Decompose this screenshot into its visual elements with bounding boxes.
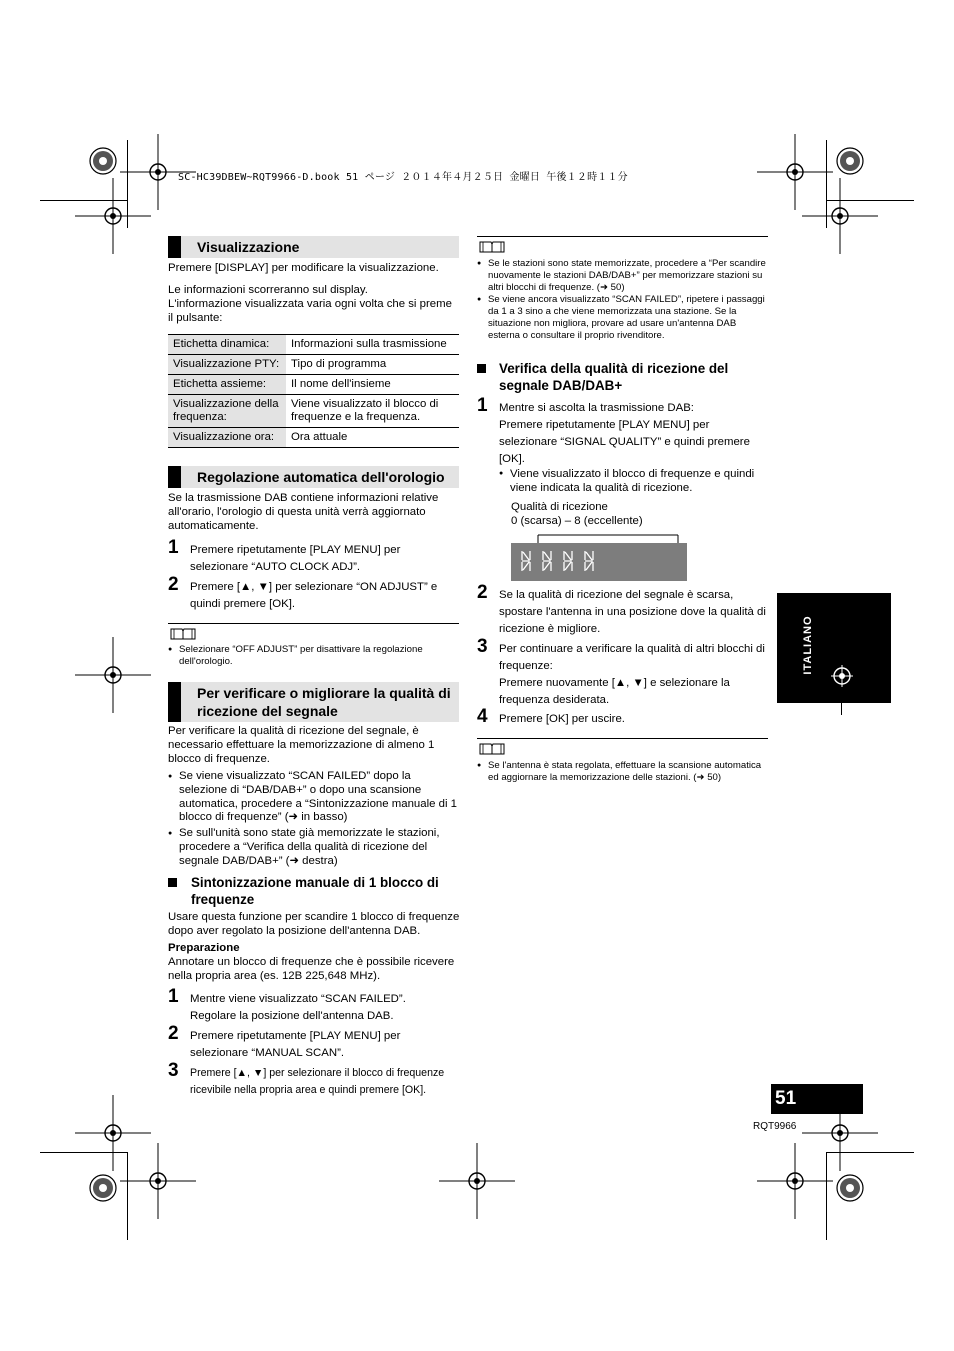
print-header: SC-HC39DBEW~RQT9966-D.book 51 ページ ２０１４年４月２５日 金曜日 午後１２時１１分 xyxy=(178,172,628,183)
table-value: Ora attuale xyxy=(286,428,459,448)
registration-target-icon xyxy=(75,178,151,254)
step-text: Mentre si ascolta la trasmissione DAB: Premere ripetutamente [PLAY MENU] per selezionare “SIGNAL QUALITY” e quindi premere [OK]. xyxy=(499,402,750,465)
note-divider xyxy=(477,236,768,237)
table-key: Etichetta dinamica: xyxy=(168,335,286,355)
quality-display-illustration xyxy=(510,533,690,583)
section-heading-visualizzazione: Visualizzazione xyxy=(168,236,459,258)
star-target-icon xyxy=(837,148,863,174)
step-text: Premere ripetutamente [PLAY MENU] per selezionare “AUTO CLOCK ADJ”. xyxy=(190,544,401,573)
page-number-box xyxy=(771,1084,863,1114)
registration-target-icon xyxy=(75,637,151,713)
bullet-item: ● Se viene visualizzato “SCAN FAILED” dopo la selezione di “DAB/DAB+” o dopo una scansione automatica, procedere a “Sintonizzazione manuale di 1 blocco di frequenze” (➜ in basso) xyxy=(168,770,460,825)
table-value: Il nome dell'insieme xyxy=(286,375,459,395)
table-value: Tipo di programma xyxy=(286,355,459,375)
paragraph: Usare questa funzione per scandire 1 blocco di frequenze dopo aver regolato la posizione dell'antenna DAB. xyxy=(168,911,460,937)
step-text: Premere [OK] per uscire. xyxy=(499,713,625,725)
tab-tick xyxy=(841,703,842,715)
note-book-icon xyxy=(479,240,505,253)
note: ● Selezionare “OFF ADJUST” per disattivare la regolazione dell'orologio. xyxy=(168,644,458,668)
table-key: Visualizzazione PTY: xyxy=(168,355,286,375)
step-number: 1 xyxy=(168,986,179,1007)
note-book-icon xyxy=(170,627,196,640)
note-divider xyxy=(477,738,768,739)
step-number: 2 xyxy=(477,582,488,603)
registration-target-icon xyxy=(75,1095,151,1171)
registration-target-icon xyxy=(757,134,833,210)
paragraph: Se la trasmissione DAB contiene informazioni relative all'orario, l'orologio di questa unità verrà aggiornato automaticamente. xyxy=(168,492,439,532)
step-text: Se la qualità di ricezione del segnale è scarsa, spostare l'antenna in una posizione dove la qualità di ricezione è migliore. xyxy=(499,589,766,635)
paragraph: Per verificare la qualità di ricezione del segnale, è necessario effettuare la memorizzazione di almeno 1 blocco di frequenze. xyxy=(168,725,435,765)
registration-target-icon xyxy=(757,1143,833,1219)
table-key: Visualizzazione ora: xyxy=(168,428,286,448)
language-side-tab xyxy=(777,593,891,703)
table-row xyxy=(168,395,459,428)
document-code: RQT9966 xyxy=(753,1121,797,1132)
table-value: Informazioni sulla trasmissione xyxy=(286,335,459,355)
paragraph: Le informazioni scorreranno sul display. L'informazione visualizzata varia ogni volta che si preme il pulsante: xyxy=(168,284,452,324)
step-number: 1 xyxy=(477,395,488,416)
step-number: 2 xyxy=(168,574,179,595)
step-number: 3 xyxy=(168,1060,179,1081)
star-target-icon xyxy=(837,1175,863,1201)
section-heading-qualita: Per verificare o migliorare la qualità di ricezione del segnale xyxy=(168,682,459,722)
step-number: 1 xyxy=(168,537,179,558)
registration-target-icon xyxy=(120,1143,196,1219)
note-book-icon xyxy=(479,742,505,755)
quality-scale-label: Qualità di ricezione 0 (scarsa) – 8 (eccellente) xyxy=(511,501,643,527)
step-number: 3 xyxy=(477,636,488,657)
section-heading-orologio: Regolazione automatica dell'orologio xyxy=(168,466,459,488)
table-key: Etichetta assieme: xyxy=(168,375,286,395)
step-text: Premere ripetutamente [PLAY MENU] per selezionare “MANUAL SCAN”. xyxy=(190,1030,401,1059)
bullet-item: ● Se sull'unità sono state già memorizzate le stazioni, procedere a “Verifica della qualità di ricezione del segnale DAB/DAB+” (➜ destra) xyxy=(168,827,460,868)
step-text: Premere [▲, ▼] per selezionare il blocco di frequenze ricevibile nella propria area e quindi premere [OK]. xyxy=(190,1067,445,1096)
table-value: Viene visualizzato il blocco di frequenze e la frequenza. xyxy=(286,395,459,428)
step-text: Mentre viene visualizzato “SCAN FAILED”. Regolare la posizione dell'antenna DAB. xyxy=(190,993,406,1022)
star-target-icon xyxy=(90,1175,116,1201)
star-target-icon xyxy=(90,148,116,174)
registration-target-icon xyxy=(802,178,878,254)
table-row xyxy=(168,428,459,448)
language-label: ITALIANO xyxy=(802,615,814,675)
paragraph: Premere [DISPLAY] per modificare la visualizzazione. xyxy=(168,262,439,274)
note: ● Se le stazioni sono state memorizzate, procedere a “Per scandire nuovamente le stazioni DAB/DAB+” per memorizzare stazioni su altri blocchi di frequenze. (➜ 50) ● Se viene ancora visualizzato “SCAN FAILED”, ripetere i passaggi da 1 a 3 sino a che viene memorizzata una stazione. Se la situazione non migliora, provare ad usare un'antenna DAB esterna o consultare il proprio rivenditore. xyxy=(477,258,767,342)
note: ● Se l'antenna è stata regolata, effettuare la scansione automatica ed aggiornare la memorizzazione delle stazioni. (➜ 50) xyxy=(477,760,767,784)
table-row xyxy=(168,375,459,395)
step-text: Premere [▲, ▼] per selezionare “ON ADJUST” e quindi premere [OK]. xyxy=(190,581,438,610)
step-text: Per continuare a verificare la qualità di altri blocchi di frequenze: Premere nuovamente [▲, ▼] e selezionare la frequenza desiderata. xyxy=(499,643,765,706)
registration-target-icon xyxy=(439,1143,515,1219)
page-number: 51 xyxy=(775,1088,797,1109)
registration-target-icon xyxy=(831,665,853,687)
note-divider xyxy=(168,623,459,624)
table-row xyxy=(168,335,459,355)
table-row xyxy=(168,355,459,375)
table-key: Visualizzazione della frequenza: xyxy=(168,395,286,428)
step-number: 4 xyxy=(477,706,488,727)
bullet-item: ● Viene visualizzato il blocco di frequenze e quindi viene indicata la qualità di ricezione. xyxy=(499,467,768,495)
step-number: 2 xyxy=(168,1023,179,1044)
paragraph: Annotare un blocco di frequenze che è possibile ricevere nella propria area (es. 12B 225,648 MHz). xyxy=(168,956,455,982)
preparation-label: Preparazione xyxy=(168,942,240,954)
display-info-table xyxy=(168,334,459,448)
